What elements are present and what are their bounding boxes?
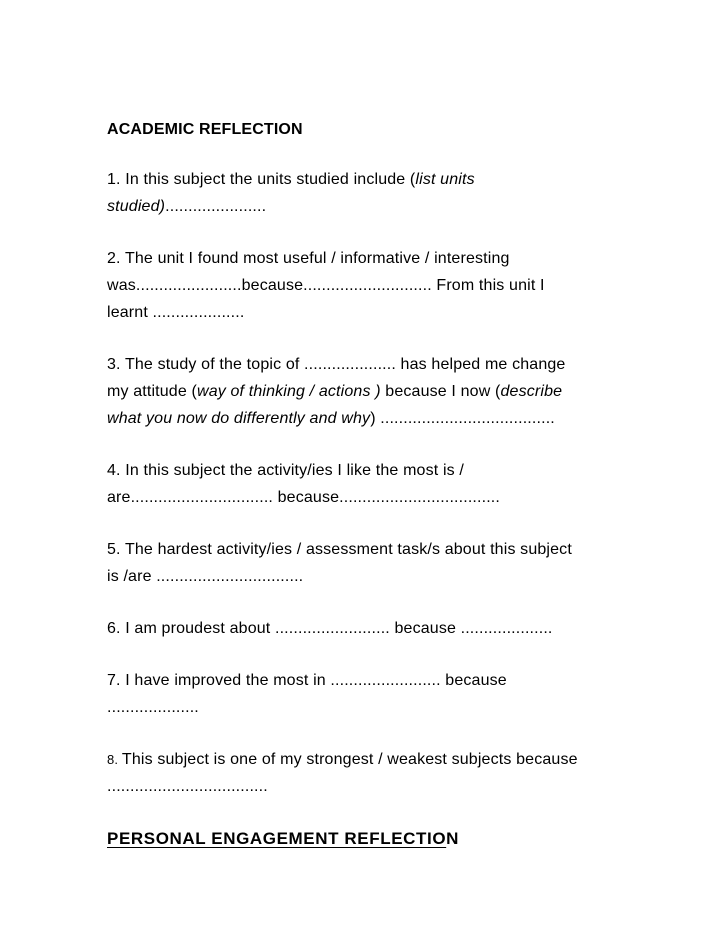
question-6 xyxy=(107,615,647,642)
question-4 xyxy=(107,457,647,511)
question-5-line-1: 5. The hardest activity/ies / assessment task/s about this subject xyxy=(107,541,572,558)
question-8-line-2: ................................... xyxy=(107,778,268,795)
question-4-line-2: are............................... because................................... xyxy=(107,489,501,506)
question-8 xyxy=(107,746,647,800)
question-1 xyxy=(107,166,647,220)
question-3-line-2: my attitude (way of thinking / actions ) because I now (describe xyxy=(107,383,563,400)
question-8-line-1: 8. This subject is one of my strongest / weakest subjects because xyxy=(107,751,578,768)
question-3 xyxy=(107,351,647,432)
question-7 xyxy=(107,667,647,721)
question-2-line-3: learnt .................... xyxy=(107,304,245,321)
heading-academic-reflection: ACADEMIC REFLECTION xyxy=(107,121,303,138)
question-7-line-1: 7. I have improved the most in ........................ because xyxy=(107,672,507,689)
question-6-line-1: 6. I am proudest about ......................... because .................... xyxy=(107,620,553,637)
question-2-line-1: 2. The unit I found most useful / informative / interesting xyxy=(107,250,510,267)
question-5 xyxy=(107,536,647,590)
question-3-line-3: what you now do differently and why) ...................................... xyxy=(107,410,555,427)
document-page xyxy=(107,116,647,852)
heading-personal-engagement-reflection: PERSONAL ENGAGEMENT REFLECTION xyxy=(107,829,460,848)
question-2 xyxy=(107,245,647,326)
question-1-line-2: studied)...................... xyxy=(107,198,267,215)
question-3-line-1: 3. The study of the topic of .................... has helped me change xyxy=(107,356,566,373)
question-4-line-1: 4. In this subject the activity/ies I like the most is / xyxy=(107,462,464,479)
question-7-line-2: .................... xyxy=(107,699,199,716)
question-5-line-2: is /are ................................ xyxy=(107,568,304,585)
question-8-number: 8. xyxy=(107,752,122,767)
question-1-line-1: 1. In this subject the units studied include (list units xyxy=(107,171,475,188)
question-2-line-2: was.......................because............................ From this unit I xyxy=(107,277,545,294)
